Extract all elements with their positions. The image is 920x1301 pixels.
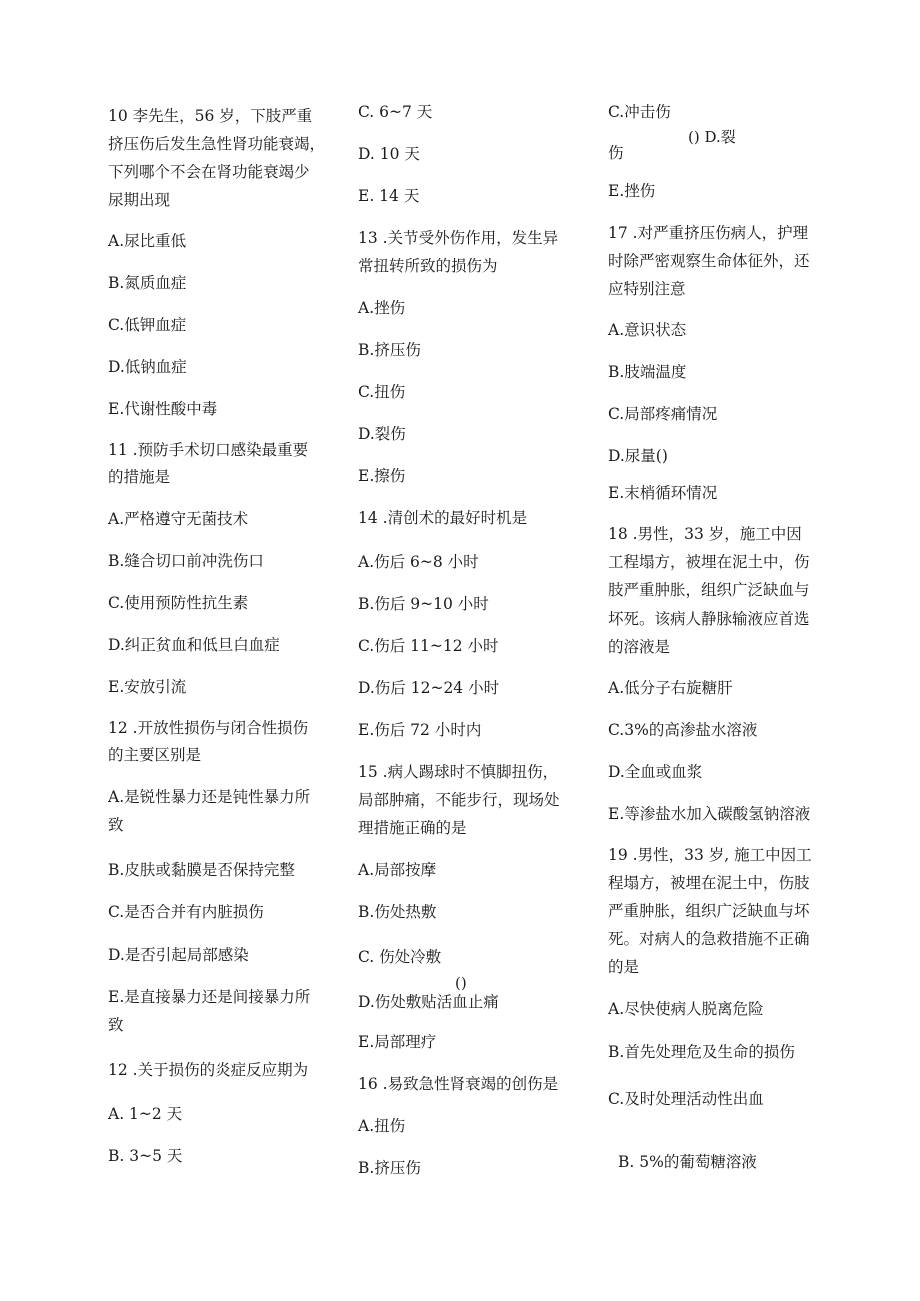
question-10-stem: 10 李先生，56 岁，下肢严重 bbox=[108, 107, 313, 125]
option-b: B.首先处理危及生命的损伤 bbox=[608, 1043, 795, 1061]
text-line: 坏死。该病人静脉输液应首选 bbox=[608, 610, 810, 628]
option-a: A.严格遵守无菌技术 bbox=[108, 510, 249, 528]
text-line: 局部肿痛，不能步行，现场处 bbox=[358, 791, 560, 809]
text-line: 程塌方，被埋在泥土中，伤肢 bbox=[608, 874, 810, 892]
option-a: A.尿比重低 bbox=[108, 232, 187, 250]
option-c: C. 伤处冷敷 bbox=[358, 948, 442, 966]
option-e: E.安放引流 bbox=[108, 678, 187, 696]
option-e: E.擦伤 bbox=[358, 467, 406, 485]
option-b: B.挤压伤 bbox=[358, 1159, 421, 1177]
option-b: B.缝合切口前冲洗伤口 bbox=[108, 552, 264, 570]
option-c: C.局部疼痛情况 bbox=[608, 405, 718, 423]
option-e: E.末梢循环情况 bbox=[608, 484, 718, 502]
question-13-stem: 13 .关节受外伤作用，发生异 bbox=[358, 229, 559, 247]
text-line: 常扭转所致的损伤为 bbox=[358, 257, 498, 275]
text-line: 死。对病人的急救措施不正确 bbox=[608, 930, 810, 948]
option-c: C.冲击伤 bbox=[608, 103, 671, 121]
option-e: E. 14 天 bbox=[358, 187, 420, 205]
option-c: C.是否合并有内脏损伤 bbox=[108, 903, 264, 921]
option-d: D. 10 天 bbox=[358, 145, 420, 163]
text-line: 的主要区别是 bbox=[108, 746, 202, 764]
text-line: 伤 bbox=[608, 144, 624, 162]
option-e: E.伤后 72 小时内 bbox=[358, 721, 482, 739]
option-c: C.伤后 11~12 小时 bbox=[358, 637, 499, 655]
option-e: E.等渗盐水加入碳酸氢钠溶液 bbox=[608, 805, 811, 823]
text-line: 致 bbox=[108, 1016, 124, 1034]
option-d: D.是否引起局部感染 bbox=[108, 946, 249, 964]
text-line: 应特别注意 bbox=[608, 280, 686, 298]
question-11-stem: 11 .预防手术切口感染最重要 bbox=[108, 441, 309, 459]
question-14-stem: 14 .清创术的最好时机是 bbox=[358, 509, 528, 527]
question-16-stem: 16 .易致急性肾衰竭的创伤是 bbox=[358, 1075, 559, 1093]
text-line: 工程塌方，被埋在泥土中，伤 bbox=[608, 553, 810, 571]
option-a: A.伤后 6~8 小时 bbox=[358, 553, 479, 571]
option-c: C.3%的高渗盐水溶液 bbox=[608, 721, 758, 739]
text-line: 肢严重肿胀，组织广泛缺血与 bbox=[608, 581, 810, 599]
question-17-stem: 17 .对严重挤压伤病人，护理 bbox=[608, 224, 809, 242]
text-line: 的措施是 bbox=[108, 468, 171, 486]
text-line: 致 bbox=[108, 816, 124, 834]
text-line: 的溶液是 bbox=[608, 638, 671, 656]
option-b: B. 3~5 天 bbox=[108, 1147, 183, 1165]
question-15-stem: 15 .病人踢球时不慎脚扭伤， bbox=[358, 763, 559, 781]
answer-parenthesis-option-d: () D.裂 bbox=[688, 128, 736, 146]
option-c: C. 6~7 天 bbox=[358, 103, 433, 121]
option-c: C.扭伤 bbox=[358, 383, 406, 401]
option-d: D.裂伤 bbox=[358, 425, 406, 443]
option-e: E.代谢性酸中毒 bbox=[108, 400, 218, 418]
option-a: A.局部按摩 bbox=[358, 861, 437, 879]
option-d: D.伤处敷贴活血止痛 bbox=[358, 993, 499, 1011]
text-line: 严重肿胀，组织广泛缺血与坏 bbox=[608, 902, 810, 920]
option-c: C.低钾血症 bbox=[108, 316, 187, 334]
option-b: B.氮质血症 bbox=[108, 274, 187, 292]
question-19-stem: 19 .男性，33 岁, 施工中因工 bbox=[608, 846, 812, 864]
text-line: 尿期出现 bbox=[108, 191, 171, 209]
option-a: A.低分子右旋糖肝 bbox=[608, 679, 733, 697]
text-line: 时除严密观察生命体征外，还 bbox=[608, 252, 810, 270]
option-c: C.及时处理活动性出血 bbox=[608, 1090, 764, 1108]
text-line: 挤压伤后发生急性肾功能衰竭， bbox=[108, 135, 326, 153]
option-d: D.全血或血浆 bbox=[608, 763, 703, 781]
option-b: B.皮肤或黏膜是否保持完整 bbox=[108, 861, 295, 879]
option-d: D.低钠血症 bbox=[108, 358, 187, 376]
text-line: 下列哪个不会在肾功能衰竭少 bbox=[108, 163, 310, 181]
option-e: E.局部理疗 bbox=[358, 1033, 437, 1051]
option-a: A.意识状态 bbox=[608, 321, 687, 339]
option-b: B. 5%的葡萄糖溶液 bbox=[618, 1153, 757, 1171]
option-a: A. 1~2 天 bbox=[108, 1105, 183, 1123]
option-d: D.纠正贫血和低旦白血症 bbox=[108, 636, 280, 654]
option-c: C.使用预防性抗生素 bbox=[108, 594, 249, 612]
option-b: B.伤处热敷 bbox=[358, 903, 437, 921]
question-12-stem: 12 .关于损伤的炎症反应期为 bbox=[108, 1061, 309, 1079]
option-a: A.尽快使病人脱离危险 bbox=[608, 1000, 764, 1018]
option-a: A.是锐性暴力还是钝性暴力所 bbox=[108, 788, 311, 806]
option-a: A.扭伤 bbox=[358, 1117, 406, 1135]
option-d: D.伤后 12~24 小时 bbox=[358, 679, 500, 697]
text-line: 理措施正确的是 bbox=[358, 819, 467, 837]
question-18-stem: 18 .男性，33 岁，施工中因 bbox=[608, 525, 802, 543]
option-b: B.伤后 9~10 小时 bbox=[358, 595, 489, 613]
option-e: E.是直接暴力还是间接暴力所 bbox=[108, 988, 311, 1006]
option-b: B.挤压伤 bbox=[358, 341, 421, 359]
option-e: E.挫伤 bbox=[608, 182, 656, 200]
option-b: B.肢端温度 bbox=[608, 363, 687, 381]
option-d: D.尿量() bbox=[608, 447, 668, 465]
option-a: A.挫伤 bbox=[358, 299, 406, 317]
answer-parenthesis: () bbox=[455, 974, 467, 992]
text-line: 的是 bbox=[608, 958, 640, 976]
question-12-stem: 12 .开放性损伤与闭合性损伤 bbox=[108, 719, 309, 737]
